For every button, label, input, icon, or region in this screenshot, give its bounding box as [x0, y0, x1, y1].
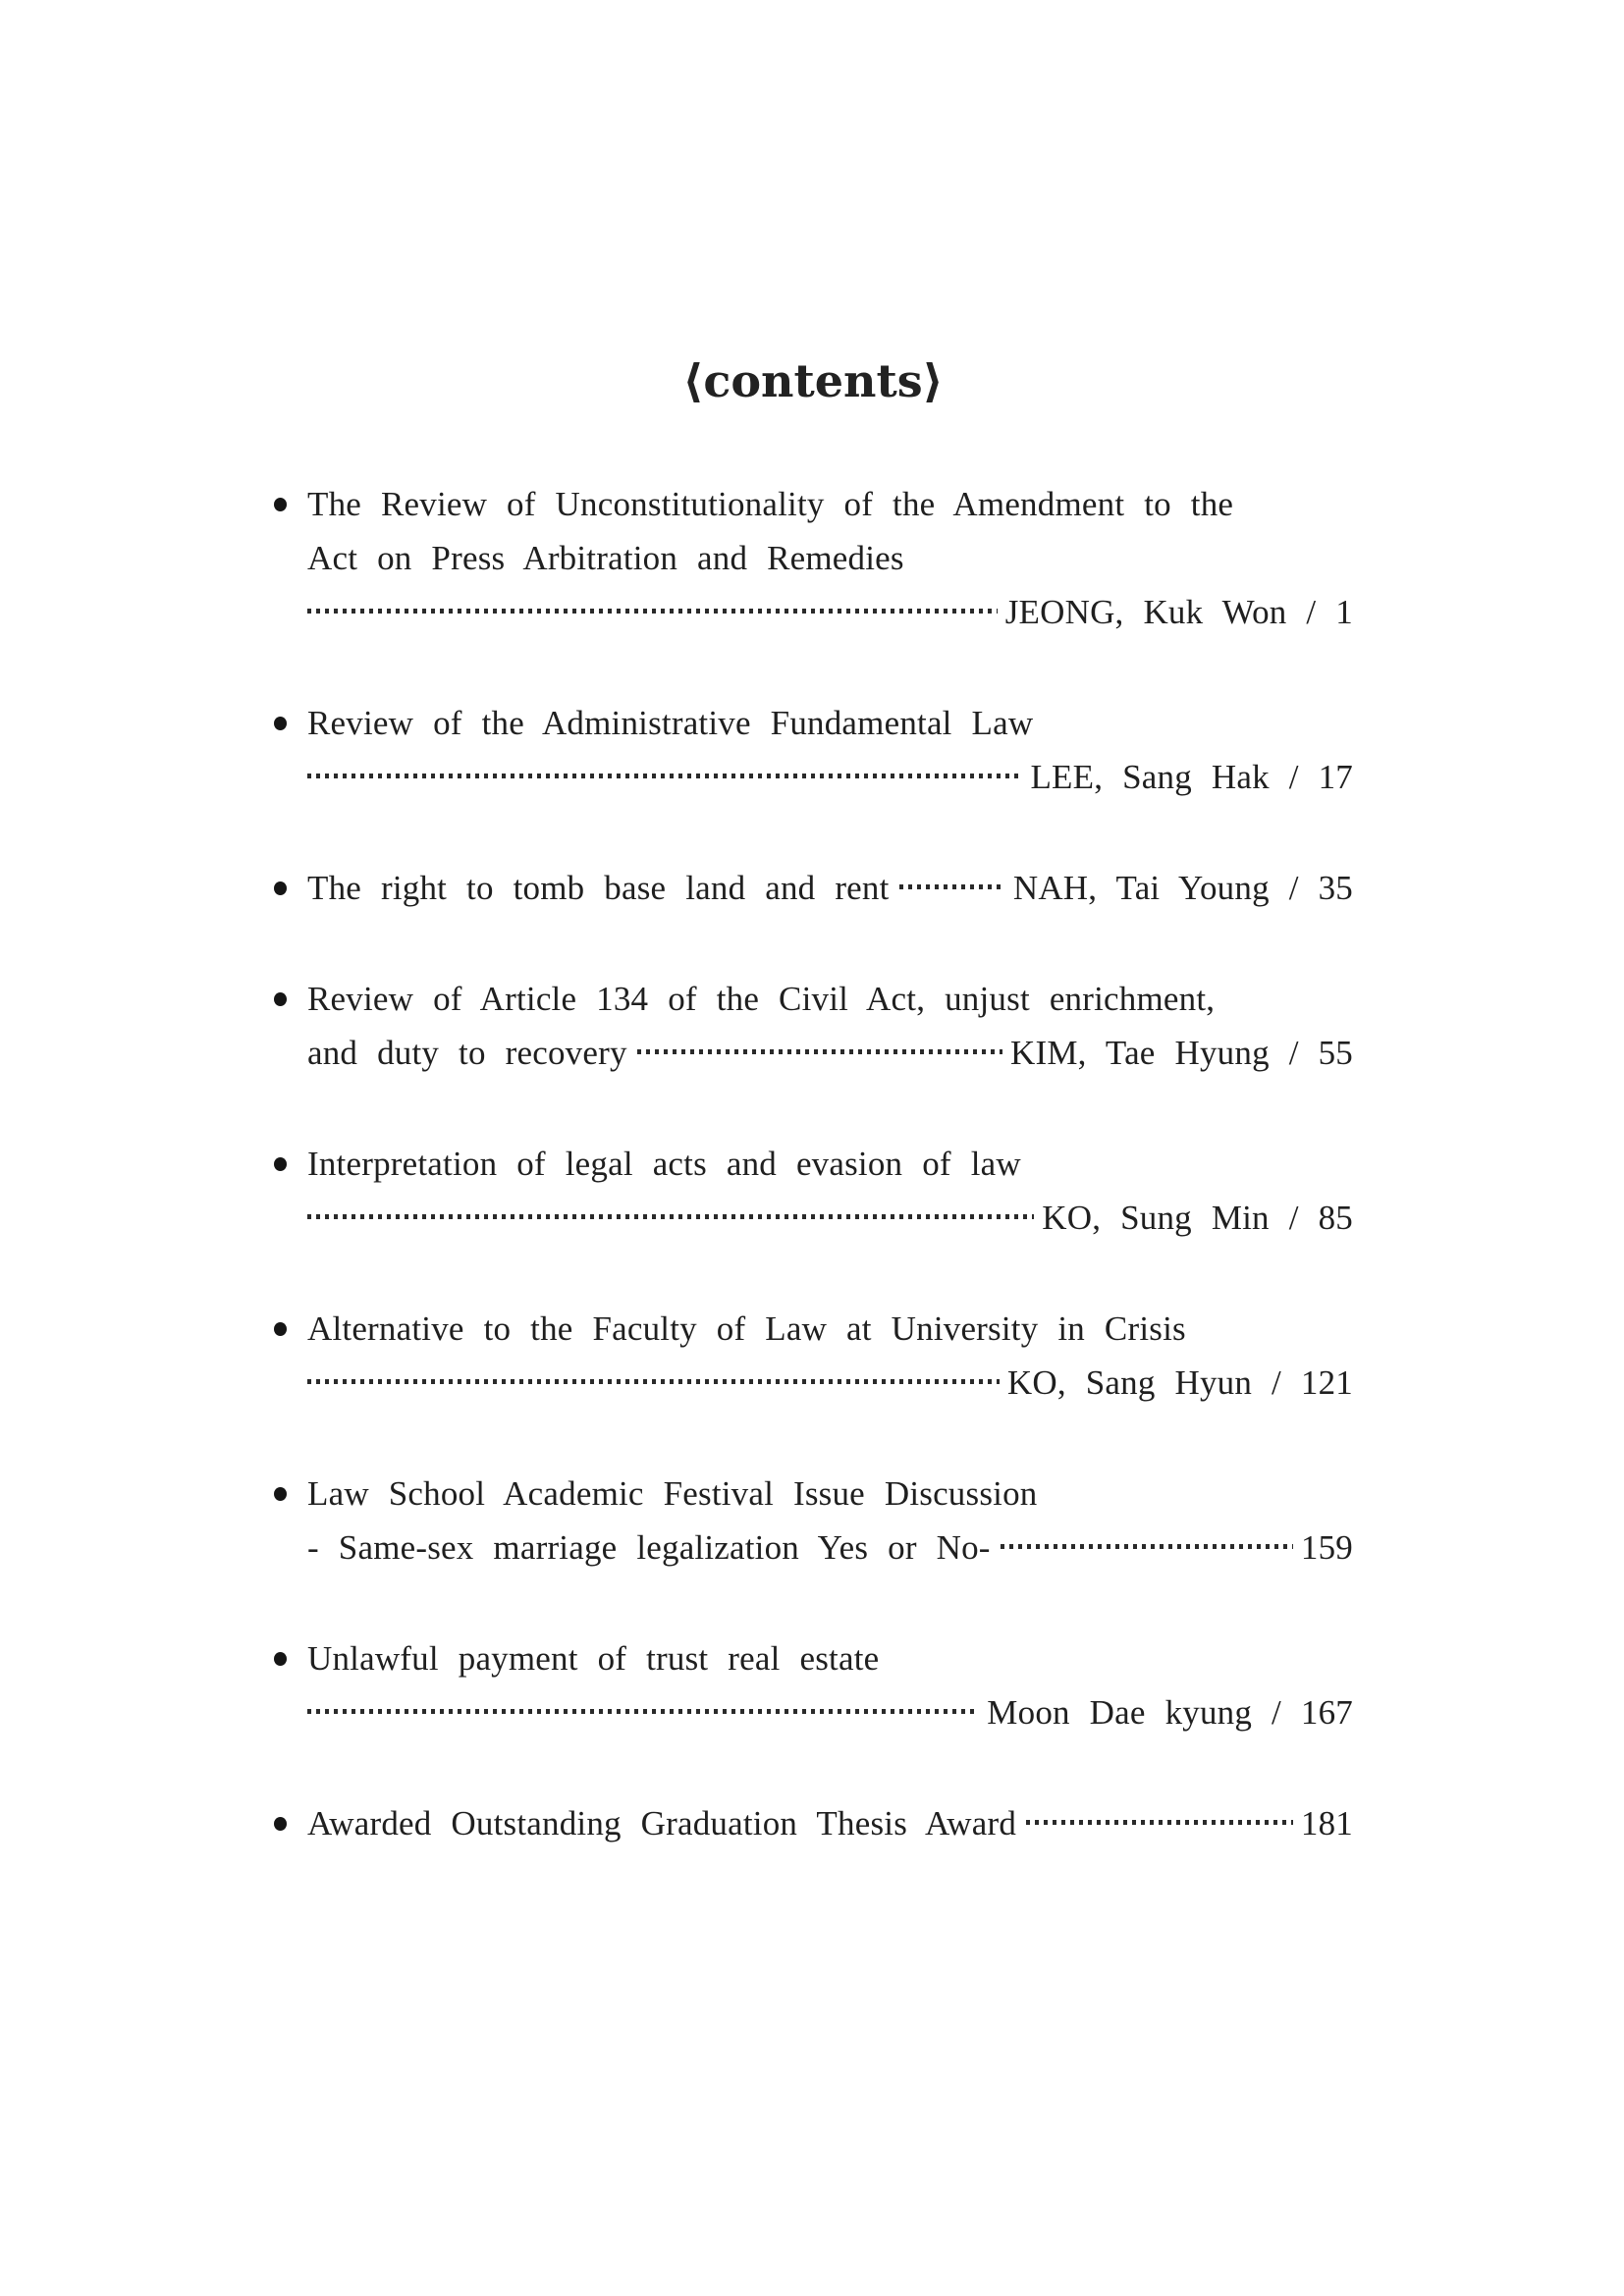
toc-list	[273, 477, 1353, 1850]
entry-line	[307, 1026, 1353, 1080]
toc-entry	[273, 1631, 1353, 1739]
toc-entry	[273, 1796, 1353, 1850]
entry-title-text: Interpretation of legal acts and evasion of law	[307, 1145, 1021, 1183]
toc-entry	[273, 1467, 1353, 1575]
entry-author-page: NAH, Tai Young / 35	[1012, 869, 1353, 907]
entry-line	[307, 750, 1353, 804]
dot-leader	[637, 1026, 1002, 1080]
page-title: ⟨contents⟩	[682, 354, 944, 407]
bullet-icon	[274, 1322, 287, 1336]
bullet-icon	[274, 717, 287, 730]
toc-entry	[273, 861, 1353, 915]
contents-section	[273, 351, 1353, 1907]
entry-author-page: KO, Sang Hyun / 121	[1006, 1363, 1353, 1402]
entry-line	[307, 585, 1353, 639]
bullet-icon	[274, 1157, 287, 1171]
bullet-icon	[274, 498, 287, 511]
entry-author-page: Moon Dae kyung / 167	[987, 1693, 1353, 1732]
bullet-icon	[274, 1652, 287, 1666]
entry-title-text: Act on Press Arbitration and Remedies	[307, 539, 904, 577]
toc-entry	[273, 972, 1353, 1080]
bullet-icon	[274, 1817, 287, 1831]
entry-author-page: KIM, Tae Hyung / 55	[1010, 1034, 1353, 1072]
dot-leader	[307, 585, 998, 639]
dot-leader	[307, 1191, 1034, 1245]
dot-leader	[307, 1685, 979, 1739]
entry-author-page: 181	[1300, 1804, 1353, 1842]
entry-line	[307, 1356, 1353, 1410]
toc-entry	[273, 1302, 1353, 1410]
dot-leader	[899, 861, 1005, 915]
entry-author-page: LEE, Sang Hak / 17	[1030, 758, 1353, 796]
bullet-icon	[274, 992, 287, 1006]
entry-title-text: Alternative to the Faculty of Law at University in Crisis	[307, 1309, 1186, 1348]
dot-leader	[307, 1356, 1000, 1410]
entry-title-text: and duty to recovery	[307, 1034, 627, 1072]
entry-line	[307, 1796, 1353, 1850]
dot-leader	[307, 750, 1022, 804]
entry-title-text: The right to tomb base land and rent	[307, 869, 890, 907]
bullet-icon	[274, 881, 287, 895]
entry-title-text: Unlawful payment of trust real estate	[307, 1639, 880, 1678]
dot-leader	[1026, 1796, 1293, 1850]
entry-title-text: Law School Academic Festival Issue Discussion	[307, 1474, 1038, 1513]
entry-line	[307, 1685, 1353, 1739]
dot-leader	[1001, 1521, 1293, 1575]
entry-title-text: Review of the Administrative Fundamental Law	[307, 704, 1034, 742]
entry-title-text: Awarded Outstanding Graduation Thesis Award	[307, 1804, 1017, 1842]
toc-entry	[273, 696, 1353, 804]
entry-line	[307, 861, 1353, 915]
entry-title-text: - Same-sex marriage legalization Yes or No-	[307, 1528, 991, 1567]
entry-line	[307, 1191, 1353, 1245]
entry-author-page: JEONG, Kuk Won / 1	[1004, 593, 1353, 631]
entry-title-text: Review of Article 134 of the Civil Act, unjust enrichment,	[307, 980, 1216, 1018]
toc-entry	[273, 1137, 1353, 1245]
entry-author-page: 159	[1300, 1528, 1353, 1567]
entry-line	[307, 1521, 1353, 1575]
entry-author-page: KO, Sung Min / 85	[1042, 1199, 1353, 1237]
toc-entry	[273, 477, 1353, 639]
bullet-icon	[274, 1487, 287, 1501]
entry-title-text: The Review of Unconstitutionality of the Amendment to the	[307, 485, 1234, 523]
